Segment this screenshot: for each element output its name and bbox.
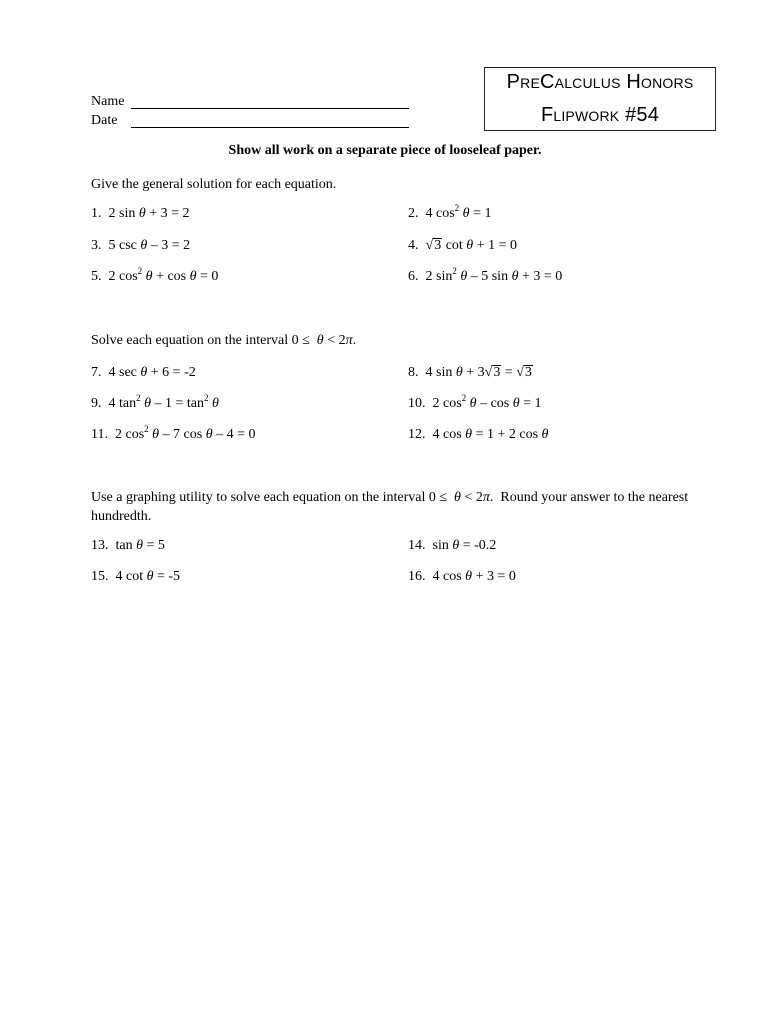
name-line xyxy=(131,108,409,109)
name-field[interactable] xyxy=(91,94,124,110)
problem-text: sin θ = -0.2 xyxy=(432,538,497,553)
section-1-heading: Give the general solution for each equation. xyxy=(91,177,337,192)
problem-number: 15. xyxy=(91,569,109,584)
problem-text: 2 sin θ + 3 = 2 xyxy=(108,206,190,221)
course-title: PreCalculus Honors xyxy=(506,71,694,93)
problem-number: 12. xyxy=(408,427,426,442)
problem-5 xyxy=(91,266,219,285)
section-3-heading: Use a graphing utility to solve each equation on the interval 0 ≤ θ < 2π. Round your answer to the nearest hundredth. xyxy=(91,490,689,524)
problem-2 xyxy=(408,203,492,222)
problem-number: 8. xyxy=(408,365,419,380)
problem-10 xyxy=(408,393,542,412)
problem-text: 4 $\cos^2 \theta = 1$ xyxy=(425,203,492,221)
problem-text: 4 $\tan^2 \theta - 1 = \tan^2 \theta$ xyxy=(108,393,219,411)
problem-number: 6. xyxy=(408,269,419,284)
problem-number: 3. xyxy=(91,238,102,253)
problem-11 xyxy=(91,424,256,443)
problem-text: 2 $\sin^2 \theta - 5$ sin θ + 3 = 0 xyxy=(425,266,563,284)
problem-text: 2 $\cos^2 \theta - 7$ cos θ – 4 = 0 xyxy=(114,424,256,442)
instruction: Show all work on a separate piece of looseleaf paper. xyxy=(228,143,542,158)
title-box xyxy=(484,67,716,131)
problem-15 xyxy=(91,569,180,585)
problem-text: 5 csc θ – 3 = 2 xyxy=(108,238,191,253)
problem-number: 5. xyxy=(91,269,102,284)
problem-text: 4 sec θ + 6 = -2 xyxy=(108,365,196,380)
problem-text: 4 cot θ = -5 xyxy=(115,569,181,584)
date-label: Date xyxy=(91,113,118,128)
problem-16 xyxy=(408,569,516,585)
problem-text: 2 $\cos^2 \theta - \cos \theta = 1$ xyxy=(432,393,542,411)
problem-number: 16. xyxy=(408,569,426,584)
problem-number: 9. xyxy=(91,396,102,411)
problem-number: 11. xyxy=(91,427,108,442)
problem-number: 10. xyxy=(408,396,426,411)
problem-3 xyxy=(91,238,190,254)
problem-text: √3 cot θ + 1 = 0 xyxy=(425,238,517,253)
problem-12 xyxy=(408,427,548,443)
problem-text: 4 cos θ + 3 = 0 xyxy=(432,569,516,584)
problem-text: 4 sin θ + 3√3 = √3 xyxy=(425,365,532,380)
date-field[interactable] xyxy=(91,113,117,129)
date-line xyxy=(131,127,409,128)
problem-number: 2. xyxy=(408,206,419,221)
problem-7 xyxy=(91,365,196,381)
name-label: Name xyxy=(91,94,125,109)
problem-text: 4 cos θ = 1 + 2 cos θ xyxy=(432,427,549,442)
problem-number: 7. xyxy=(91,365,102,380)
problem-8 xyxy=(408,365,533,381)
problem-text: tan θ = 5 xyxy=(115,538,165,553)
problem-9 xyxy=(91,393,219,412)
problem-number: 14. xyxy=(408,538,426,553)
problem-14 xyxy=(408,538,496,554)
problem-6 xyxy=(408,266,563,285)
problem-1 xyxy=(91,206,190,222)
problem-4 xyxy=(408,238,517,254)
problem-number: 13. xyxy=(91,538,109,553)
section-2-heading: Solve each equation on the interval 0 ≤ θ < 2π. xyxy=(91,333,357,348)
problem-text: 2 $\cos^2 \theta + \cos \theta = 0$ xyxy=(108,266,219,284)
assignment-title: Flipwork #54 xyxy=(540,104,660,126)
problem-13 xyxy=(91,538,165,554)
problem-number: 4. xyxy=(408,238,419,253)
problem-number: 1. xyxy=(91,206,102,221)
